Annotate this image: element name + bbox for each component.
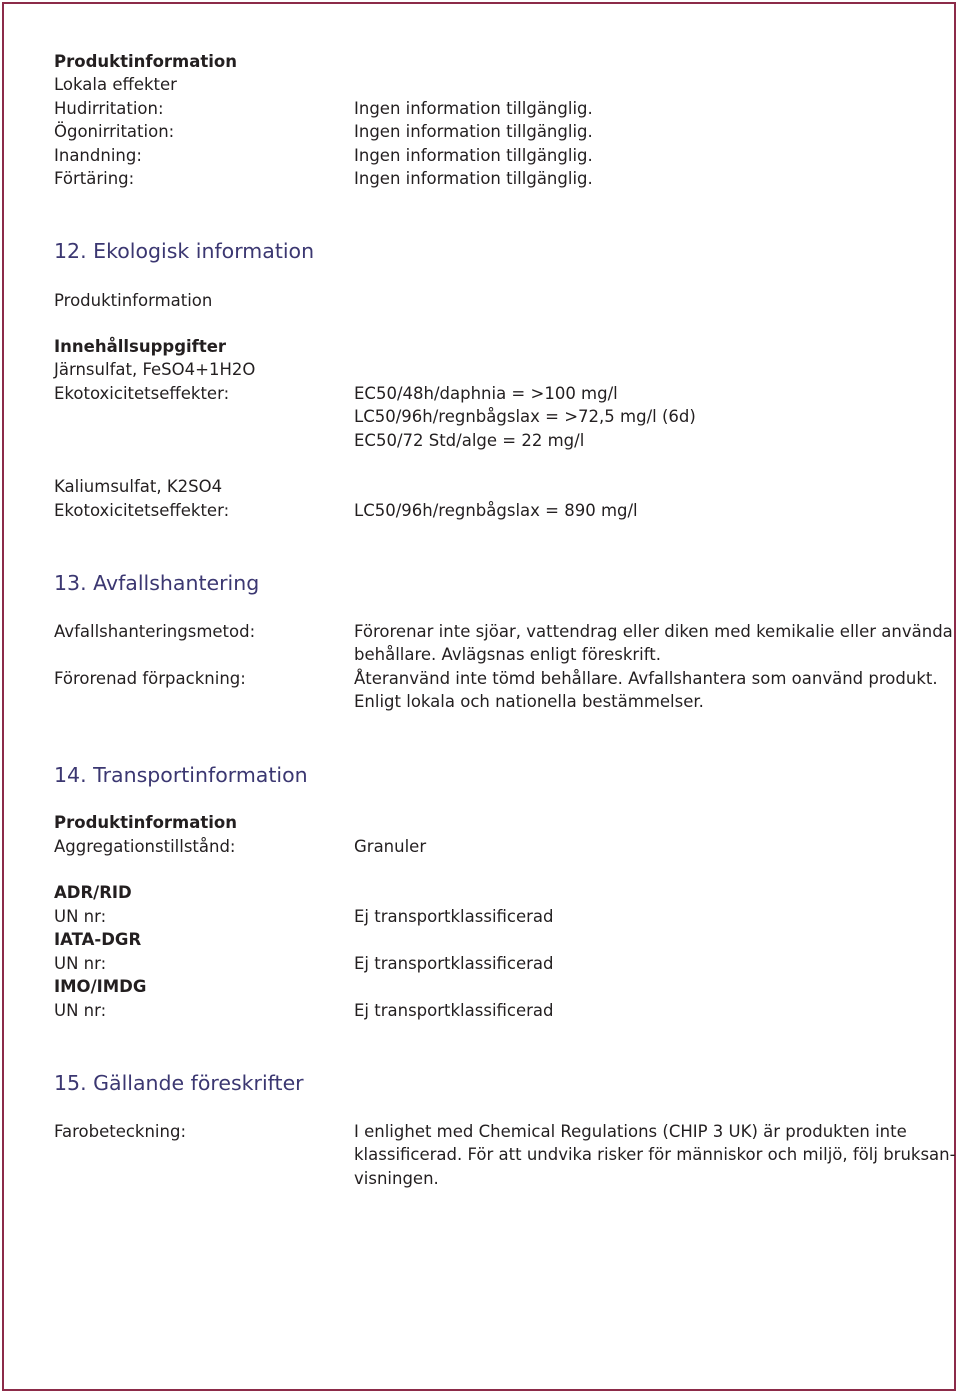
s14-adr-un-value: Ej transportklassificerad [354,907,554,926]
s14-adr-un-label: UN nr: [54,907,107,926]
s13-method-text [354,620,953,667]
section-13-heading: 13. Avfallshantering [54,571,260,595]
s14-product-label: Produktinformation [54,813,237,832]
s15-label: Farobeteckning: [54,1122,187,1141]
s12-product-label: Produktinformation [54,291,213,310]
s13-packaging-line: Enligt lokala och nationella bestämmelser. [354,692,704,712]
s15-text [354,1120,956,1190]
s11-value-ingestion: Ingen information tillgänglig. [354,169,593,188]
s11-title: Produktinformation [54,52,237,71]
s12-item1-value: EC50/48h/daphnia = >100 mg/l [354,384,618,403]
s11-value-eye: Ingen information tillgänglig. [354,122,593,141]
section-12-heading: 12. Ekologisk information [54,239,315,263]
s11-label-inhalation: Inandning: [54,146,142,165]
s12-item2-label: Ekotoxicitetseffekter: [54,501,230,520]
s15-line: klassificerad. För att undvika risker för människor och miljö, följ bruksan- [354,1145,956,1165]
s13-packaging-label: Förorenad förpackning: [54,669,246,688]
s11-label-eye: Ögonirritation: [54,122,175,141]
s14-imo-un-label: UN nr: [54,1001,107,1020]
s11-subtitle: Lokala effekter [54,75,177,94]
s13-method-label: Avfallshanteringsmetod: [54,622,256,641]
s13-packaging-text [354,667,938,714]
s14-iata-un-value: Ej transportklassificerad [354,954,554,973]
s12-contents-label: Innehållsuppgifter [54,337,227,356]
s13-method-line: behållare. Avlägsnas enligt föreskrift. [354,645,661,665]
s13-packaging-line: Återanvänd inte tömd behållare. Avfallshantera som oanvänd produkt. [354,669,938,688]
s12-item1-value: EC50/72 Std/alge = 22 mg/l [354,430,585,450]
s12-item1-label: Ekotoxicitetseffekter: [54,384,230,403]
s12-item1-name: Järnsulfat, FeSO4+1H2O [54,360,256,379]
s14-iata-heading: IATA-DGR [54,930,142,949]
s14-aggregation-label: Aggregationstillstånd: [54,837,236,856]
s12-item2-value: LC50/96h/regnbågslax = 890 mg/l [354,501,638,520]
s11-label-skin: Hudirritation: [54,99,164,118]
section-15-heading: 15. Gällande föreskrifter [54,1071,304,1095]
s14-aggregation-value: Granuler [354,837,427,856]
s15-line: visningen. [354,1168,439,1188]
s12-item2-name: Kaliumsulfat, K2SO4 [54,477,223,496]
s15-line: I enlighet med Chemical Regulations (CHIP 3 UK) är produkten inte [354,1122,907,1141]
section-14-heading: 14. Transportinformation [54,763,308,787]
s14-imo-heading: IMO/IMDG [54,977,147,996]
s11-label-ingestion: Förtäring: [54,169,135,188]
s14-iata-un-label: UN nr: [54,954,107,973]
s12-item1-value: LC50/96h/regnbågslax = >72,5 mg/l (6d) [354,407,696,427]
s14-adr-heading: ADR/RID [54,883,132,902]
s11-value-skin: Ingen information tillgänglig. [354,99,593,118]
s13-method-line: Förorenar inte sjöar, vattendrag eller diken med kemikalie eller använda [354,622,953,641]
s11-value-inhalation: Ingen information tillgänglig. [354,146,593,165]
s12-item1-values [354,382,696,452]
s14-imo-un-value: Ej transportklassificerad [354,1001,554,1020]
